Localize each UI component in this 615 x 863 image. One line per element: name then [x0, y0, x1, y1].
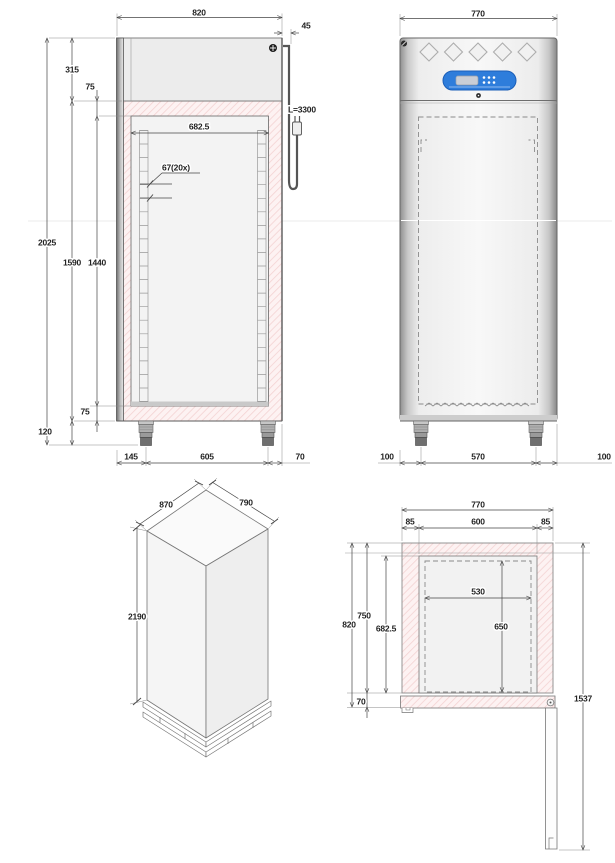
dim-plan-width: 770	[471, 499, 485, 510]
dim-side-foot-spacing: 605	[200, 451, 214, 462]
dim-side-depth: 820	[192, 7, 206, 18]
dim-side-cable-offset: 45	[301, 20, 311, 31]
dim-side-liner-top-gap: 75	[85, 81, 95, 92]
dim-front-right-foot-offset: 100	[597, 451, 611, 462]
dim-plan-liner-width: 600	[471, 516, 485, 527]
dim-front-left-foot-offset: 100	[380, 451, 394, 462]
dim-plan-clear-width: 530	[471, 586, 485, 597]
side-foot-front	[139, 421, 154, 446]
dim-plan-total-depth: 820	[342, 619, 356, 630]
electric-connection-icon	[269, 44, 277, 52]
plan-door-open	[546, 708, 558, 849]
dim-plan-right-wall: 85	[540, 516, 551, 527]
dim-side-foot-height: 120	[38, 426, 52, 437]
dim-side-top-section: 315	[65, 64, 79, 75]
dim-packing-depth: 870	[159, 499, 173, 510]
dim-plan-door-open-envelope: 1537	[573, 693, 593, 704]
dim-packing-width: 790	[239, 497, 253, 508]
plan-view	[345, 543, 590, 849]
box-right-face	[206, 529, 268, 738]
side-door-slab	[117, 38, 124, 421]
dim-front-width: 770	[471, 8, 485, 19]
front-foot-left	[414, 421, 429, 446]
panel-display	[456, 76, 478, 85]
side-view	[117, 38, 302, 446]
screw-icon	[401, 41, 407, 47]
dim-side-body-height: 1590	[62, 257, 82, 268]
dim-side-liner-height: 1440	[87, 257, 107, 268]
box-left-face	[147, 531, 206, 738]
dim-plan-left-wall: 85	[405, 516, 415, 527]
dim-packing-height: 2190	[127, 611, 147, 622]
dim-front-foot-spacing: 570	[471, 451, 485, 462]
plan-door-closed	[401, 696, 556, 708]
dim-plan-clear-depth: 650	[494, 621, 508, 632]
dim-plan-door-thickness: 70	[356, 696, 366, 707]
dim-plan-body-depth: 750	[357, 610, 371, 621]
plan-liner	[419, 556, 537, 693]
dim-plan-liner-depth: 682.5	[375, 623, 397, 634]
iso-view	[128, 478, 279, 757]
side-inner-liner	[131, 116, 269, 406]
dim-side-front-foot-offset: 145	[124, 451, 138, 462]
control-panel	[443, 71, 516, 90]
front-foot-right	[529, 421, 544, 446]
dim-side-total-height: 2025	[37, 237, 57, 248]
dim-side-rear-foot-offset: 70	[295, 451, 305, 462]
cable-length-label: L=3300	[288, 104, 316, 115]
brand-badge-icon	[476, 93, 481, 98]
plug-icon	[293, 116, 302, 135]
power-cable	[283, 46, 302, 189]
dim-side-liner-depth: 682.5	[188, 121, 210, 132]
side-foot-rear	[261, 421, 276, 446]
dim-side-liner-bottom-gap: 75	[80, 406, 90, 417]
front-view	[400, 38, 557, 446]
door-hinge	[547, 699, 554, 706]
side-machine-compartment	[117, 38, 282, 101]
svg-text:67(20x): 67(20x)	[162, 162, 190, 173]
